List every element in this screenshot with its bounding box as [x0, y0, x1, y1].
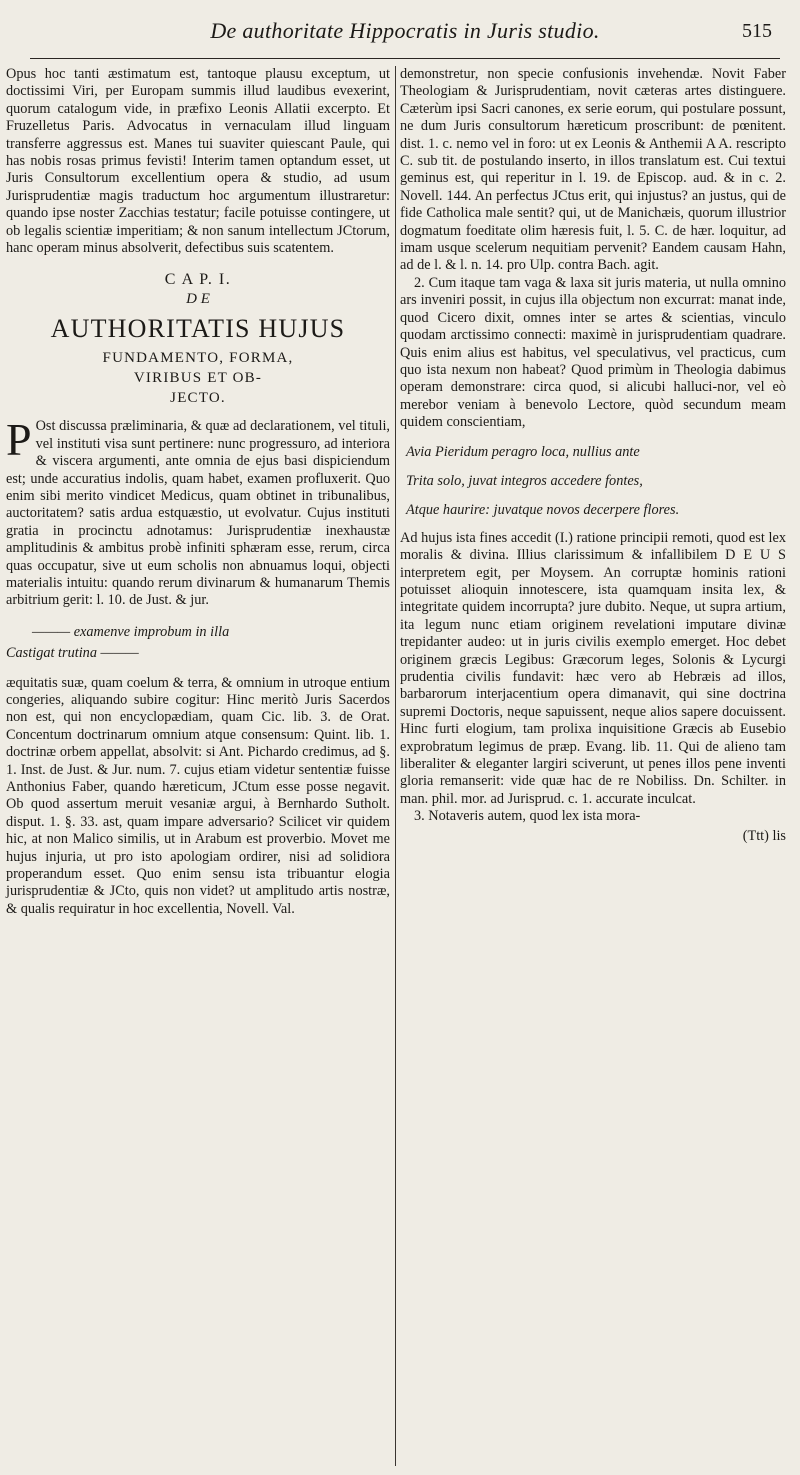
column-divider [395, 66, 396, 1466]
paragraph: æquitatis suæ, quam coelum & terra, & omnium in utroque entium congeries, aliquando subire cogitur: Hinc meritò Juris Sacerdos non est, qui non encyclopædiam, quam Cic. lib. 3. de Orat. Concentum doctrinarum omnium atque consensum: Quint. lib. 1. doctrinæ orbem appellat, absolvit: si Ant. Pichardo credimus, ad §. 1. Inst. de Just. & Jur. num. 7. cujus etiam videtur sententiæ fuisse Anthonius Faber, quando hæreticum, JCtum esse posse negavit. Ob quod assertum meruit vesaniæ argui, à Bernhardo Sutholt. disput. 1. §. 33. ast, quam impare adversario? Scilicet vir quidem hic, at non Malico similis, ut in Arabum est proverbio. Movet me hujus injuria, ut pro isto apologiam ordirer, nisi ad solidiora properandum esset. Quo enim sensu ista tribuantur elogia jurisprudentiæ & JCto, quis non videt? ut amplitudo artis nostræ, & qualis requiratur in hoc excellentia, Novell. Val. [6, 674, 390, 917]
chapter-title: AUTHORITATIS HUJUS [50, 314, 346, 344]
right-column [400, 66, 786, 845]
chapter-subtitle-line: VIRIBUS ET OB- [133, 370, 263, 387]
paragraph: Opus hoc tanti æstimatum est, tantoque plausu exceptum, ut doctissimi Viri, per Europam summis illud laudibus evexerint, quorum catalogum vide, in præfixo Leonis Allatii excerpto. Et Fruzelletus Paris. Advocatus in vernaculam illud linguam transferre aggressus est. Manes tui suaviter quiescant Paule, qui has nobis rosas primus fevisti! Interim tamen optandum esset, ut Juris Consultorum excellentium opera & studio, ad usum Jurisprudentiæ magis traductum hoc argumentum illustraretur: quando ipse noster Zacchias testatur; facile potuisse contingere, ut ob legalis scientiæ imperitiam; & non sanum intellectum JCtorum, hanc operam minus absolverit, defectibus suis scatentem. [6, 66, 390, 257]
paragraph: 3. Notaveris autem, quod lex ista mora- [414, 808, 641, 825]
signature-mark: (Ttt) lis [742, 827, 786, 844]
verse-line: ——— examenve improbum in illa [32, 623, 230, 640]
verse-line: Atque haurire: juvatque novos decerpere flores. [406, 502, 680, 519]
paragraph: Ad hujus ista fines accedit (I.) ratione principii remoti, quod est lex moralis & divina. Illius clarissimum & infallibilem D E U S interpretem egit, per Moysem. An corruptæ hominis rationi potuisset alioquin innotescere, ista quamquam insita lex, & integritate quidem incorrupta? jure dubito. Neque, ut supra artium, ita legum nunc etiam originem revelationi imputare divinæ trepidanter audeo: ut in juris civilis exemplo emerget. Hoc debet originem græcis Legibus: Græcorum leges, Solonis & Lycurgi prudentia civilis fundavit: hæc vero ab Hebræis ad illos, barbarorum interjacentium opera dimanavit, qui sine doctrina supremi Doctoris, neque sapuissent, neque alios sapere docuissent. Hinc furti elogium, tam prolixa inquisitione Græcis ab Eusebio exprobratum legimus de præp. Evang. lib. 11. Qui de alieno tam liberaliter & eleganter largiri sciverunt, ut penes illos pene inventi gloria remanserit: vide quæ hac de re Nobiliss. Dn. Schilter. in man. phil. mor. ad Jurisprud. c. 1. accurate inculcat. [400, 529, 786, 807]
verse-line: Castigat trutina ——— [6, 645, 139, 662]
chapter-subtitle [6, 348, 390, 408]
paragraph [6, 414, 390, 609]
chapter-heading: C A P. I. [164, 271, 232, 289]
verse-line: Avia Pieridum peragro loca, nullius ante [406, 443, 640, 460]
running-header [30, 12, 780, 64]
verse-line: Trita solo, juvat integros accedere fontes, [406, 472, 643, 489]
page-number: 515 [742, 20, 772, 42]
chapter-subtitle-line: FUNDAMENTO, FORMA, [102, 350, 294, 367]
header-rule [30, 58, 780, 59]
running-title: De authoritate Hippocratis in Juris studio. [210, 18, 600, 43]
chapter-subtitle-line: JECTO. [170, 390, 226, 407]
paragraph-text: Ost discussa præliminaria, & quæ ad declarationem, vel tituli, vel instituti visa sunt pertinere: nunc progressuro, ad interiora & viscera argumenti, ante omnia de ejus basi dispiciendum est; unde accuratius indolis, quam habet, examen profluxerit. Quo enim sibi merito vindicet Medicus, quam obtinet in tribunalibus, auctoritatem? satis ardua estquæstio, ut evolvatur. Cujus instituti gratia in procinctu adnotamus: Jurisprudentiæ inexhaustæ amplitudinis & ambitus probè infiniti sphæram esse, rerum, circa quas occupatur, sive ut eum scholis non abnuamus loqui, objecti materialis intuitu: quando rerum divinarum & humanarum Themis arbitrium gerit: l. 10. de Just. & jur. [6, 418, 390, 609]
paragraph: demonstretur, non specie confusionis invehendæ. Novit Faber Theologiam & Jurisprudentiam, novit cæteras artes distinguere. Cæterùm ipsi Sacri canones, ex serie eorum, qui postulare possunt, ne dum Juris consultorum hæreticum proscribunt: de pœnitent. dist. 1. c. nemo vel in foro: ut ex Leonis & Anthemii A A. rescripto C. sub tit. de postulando inserto, in illos translatum est. Cui textui geminus est, qui reperitur in l. 19. de Episcop. aud. & in c. 2. Novell. 144. An perfectus JCtus erit, qui injustus? an justus, qui de fide Catholica male sentit? qui, ut de Manichæis, quorum illustrior dogmatum foeditate olim hæresis fuit, l. 5. C. de hær. loquitur, ad imam usque scelerum nequitiam pervenit? Eandem causam Hahn, ad de l. & l. n. 14. pro Ulp. contra Bach. agit. [400, 66, 786, 274]
drop-cap: P [6, 414, 32, 466]
chapter-de: D E [186, 290, 210, 307]
left-column [6, 66, 390, 918]
paragraph: 2. Cum itaque tam vaga & laxa sit juris materia, ut nulla omnino ars inveniri possit, in cujus illa objectum non excurrat: manat inde, quod Cicero dixit, omnes inter se artes & scientias, vinculo quodam arctissimo connecti: maximè in jurisprudentiam quadrare. Quis enim alius est habitus, vel speculativus, vel practicus, cum quo ista nexum non habeat? Quod primùm in Theologia dabimus operam demonstrare: circa quod, si alicubi halluci-nor, vel eò merebor veniam à benevolo Lectore, quòd secundum meam quidem conscientiam, [400, 274, 786, 431]
